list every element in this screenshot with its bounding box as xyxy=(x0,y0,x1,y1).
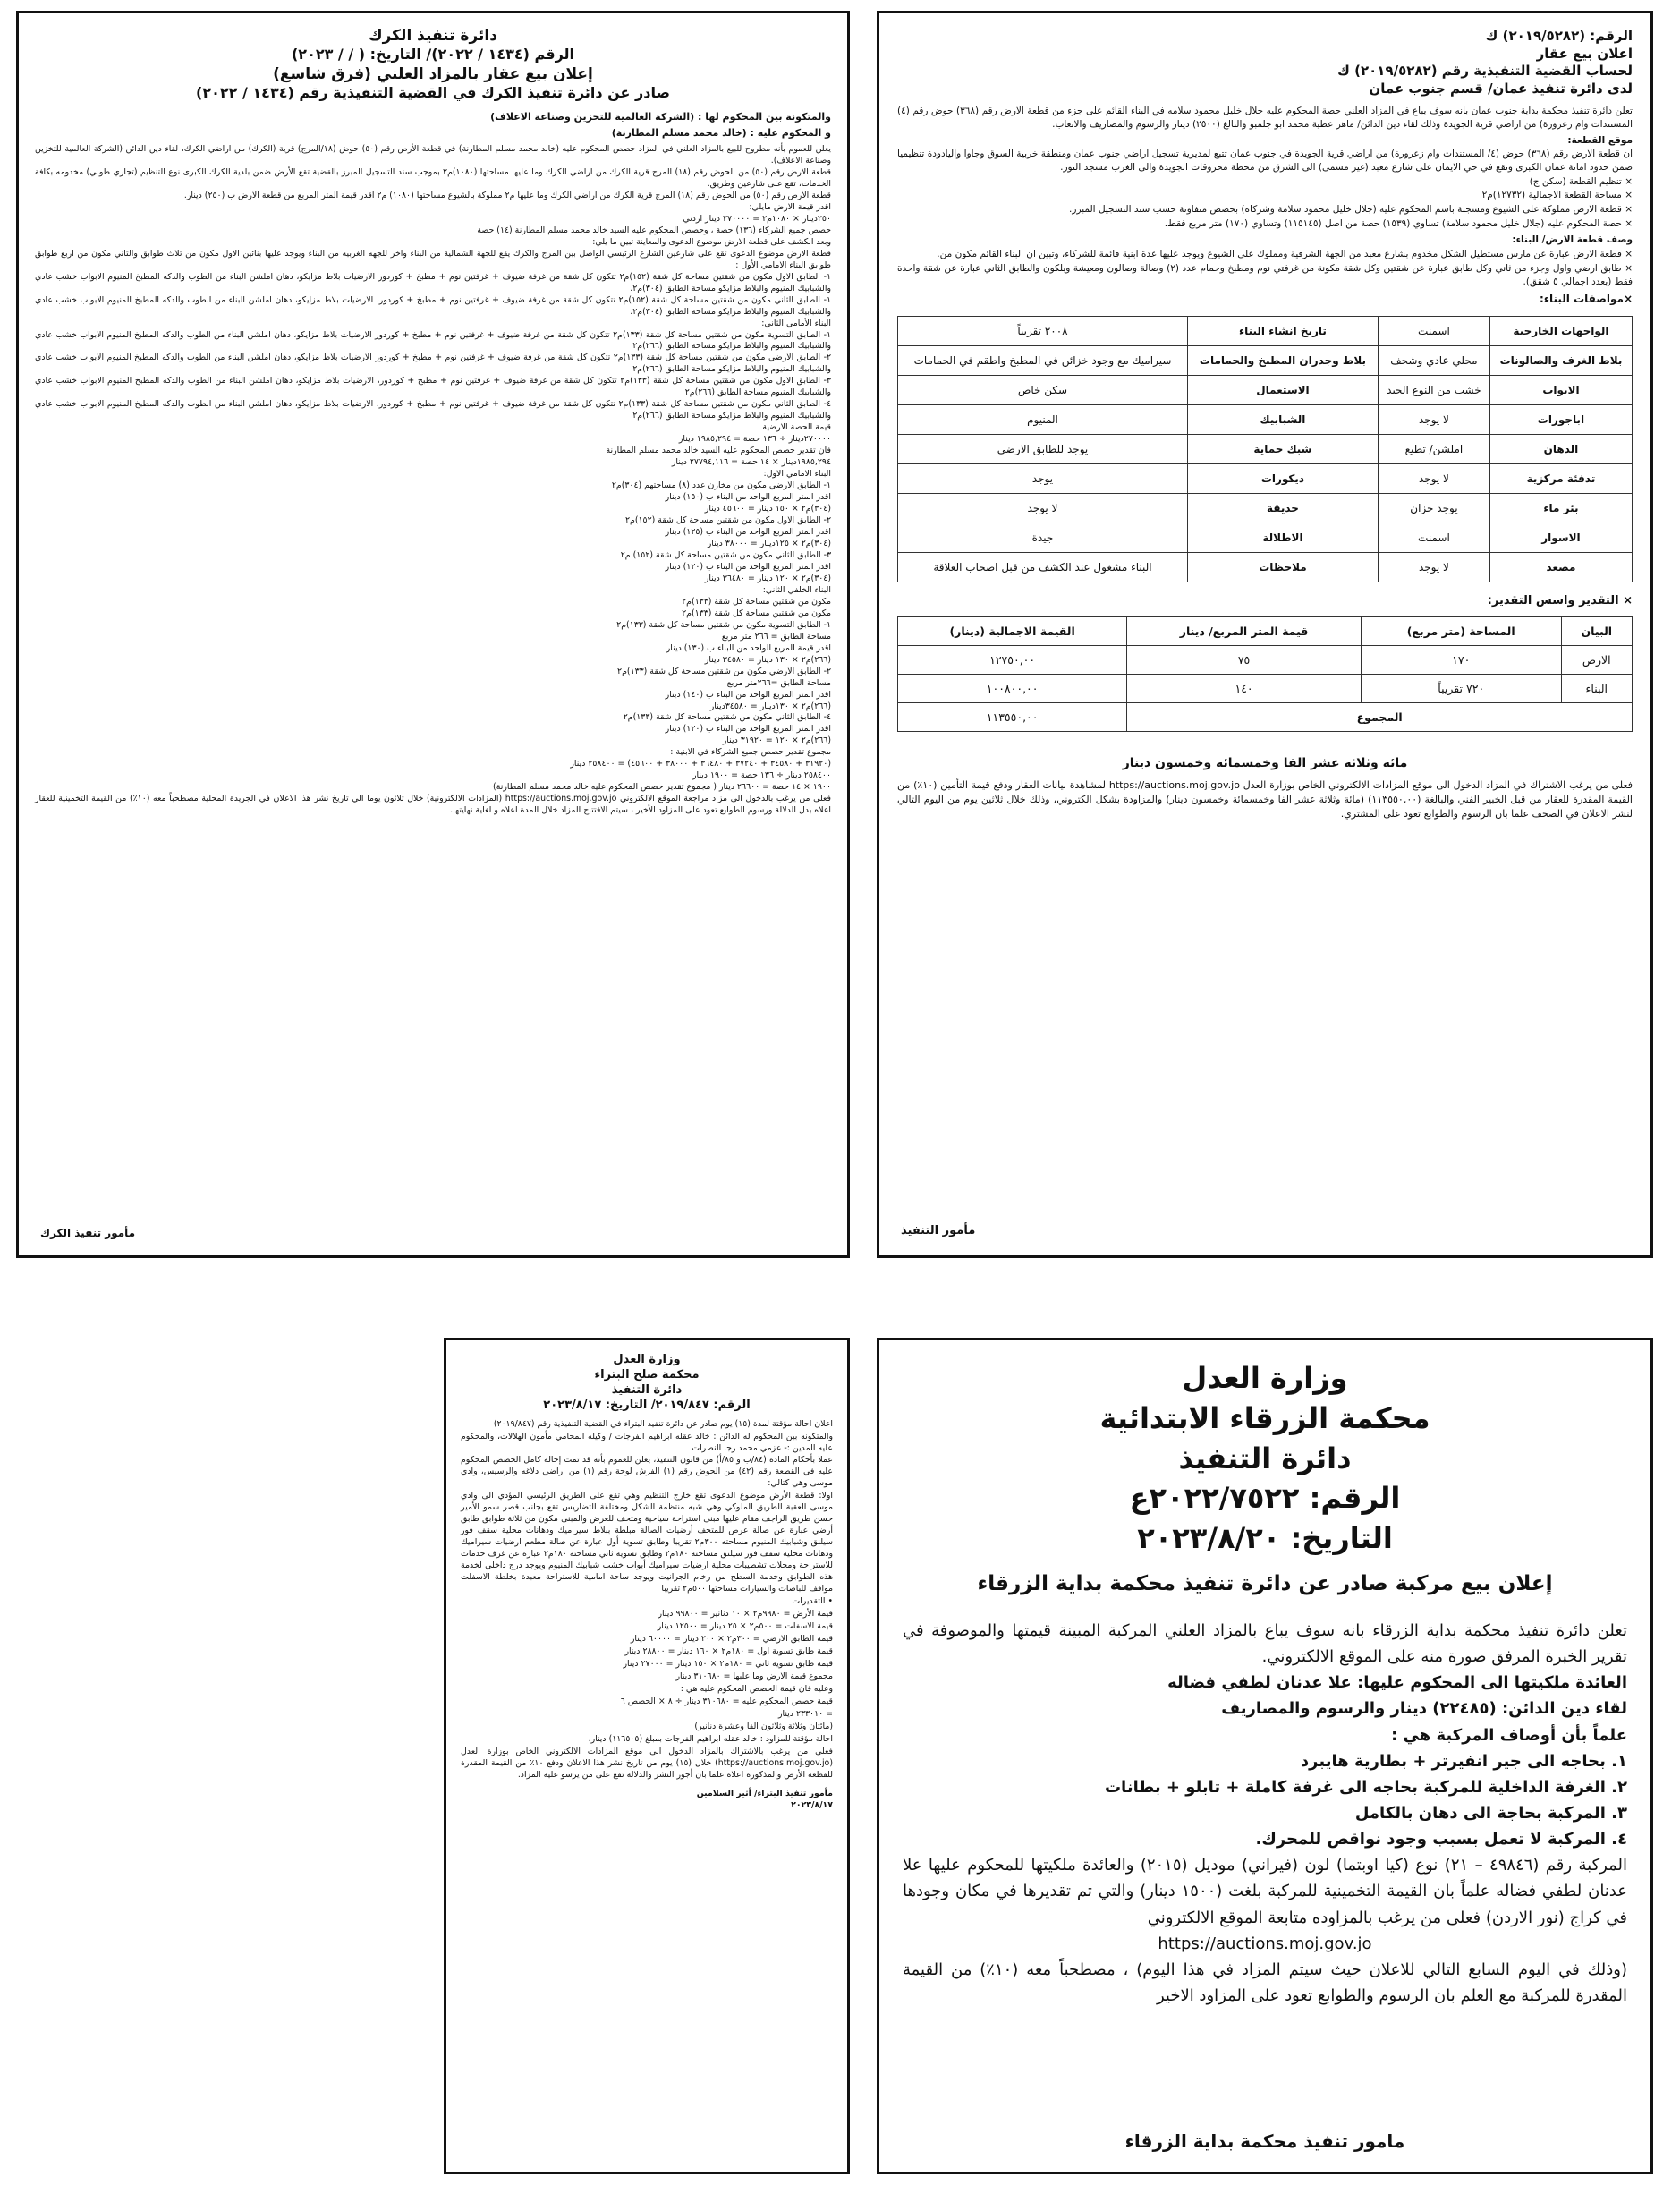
body-line: ٢- الطابق الارضي مكون من شقتين مساحة كل شقة (١٣٣)م٢ xyxy=(617,666,831,676)
body-line: مساحة الطابق =٢٦٦متر مربع xyxy=(726,677,831,688)
spec-label: الشبابيك xyxy=(1187,404,1378,434)
spec-value: لا يوجد xyxy=(1378,463,1489,493)
notice-karak-property-sale xyxy=(16,11,850,1258)
spec-row xyxy=(898,434,1633,463)
spec-label: الاطلالة xyxy=(1187,523,1378,552)
spec-label: شبك حماية xyxy=(1187,434,1378,463)
dept-name: دائرة التنفيذ xyxy=(611,1382,683,1397)
spec-row xyxy=(898,523,1633,552)
spec-value: ٢٠٠٨ تقريباً xyxy=(898,316,1188,345)
valuation-cell: ١٢٧٥٠,٠٠ xyxy=(898,646,1127,675)
body-line: ١٩٠٠ × ١٤ حصة = ٢٦٦٠٠ دينار ( مجموع تقدير حصص المحكوم عليه خالد محمد مسلم المطارنة) xyxy=(493,782,831,793)
valuation-total-label: المجموع xyxy=(1127,703,1633,732)
spec-value: البناء مشغول عند الكشف من قبل اصحاب العلاقة xyxy=(898,552,1188,582)
spec-value: املشن/ تطيع xyxy=(1378,434,1489,463)
spec-label: ملاحظات xyxy=(1187,552,1378,582)
valuation-header-cell: البيان xyxy=(1561,617,1632,646)
body-line: حصص جميع الشركاء (١٣٦) حصة ، وحصص المحكوم عليه السيد خالد محمد مسلم المطارنة (١٤) حصة xyxy=(477,225,831,235)
court-name: محكمة الزرقاء الابتدائية xyxy=(1099,1400,1430,1435)
spec-label: الواجهات الخارجية xyxy=(1489,316,1632,345)
vehicle-defects-list xyxy=(903,1748,1627,1853)
valuation-cell: ١٧٠ xyxy=(1361,646,1561,675)
case-number: الرقم: ٢٠٢٢/٧٥٢٢ع xyxy=(1129,1481,1401,1516)
notice-title: إعلان بيع مركبة صادر عن دائرة تنفيذ محكمة بداية الزرقاء xyxy=(977,1571,1553,1595)
body-line: قطعة الارض رقم (٥٠) من الحوض رقم (١٨) المرج قرية الكرك من اراضي الكرك وما عليها مساحتها (١٠٨٠)م٢ بموجب سند التسجيل المبرز بالقضية تقع الأرض ضمن بلدية الكرك الكبرى نوع التنظيم (تجاري طولي) مخدومه بكافة الخدمات، تقع على شارعين وطريق. xyxy=(35,166,831,189)
ministry-name: وزارة العدل xyxy=(1182,1361,1348,1395)
body-line: (٣٠٤)م٢ × ١٢٠ دينار = ٣٦٤٨٠ دينار xyxy=(704,573,831,583)
body-line: قيمة حصص المحكوم عليه = ٣١٠٦٨٠ دينار ÷ ٨ × الحصص ٦ xyxy=(620,1696,833,1706)
valuation-cell: الارض xyxy=(1561,646,1632,675)
body-line: اقدر المتر المربع الواحد من البناء ب (١٢٠) دينار xyxy=(665,561,831,572)
notice-zarqa-vehicle-sale xyxy=(877,1338,1653,2174)
parties-debtor: و المحكوم عليه : (خالد محمد مسلم المطارنة) xyxy=(611,127,831,140)
case-ref: الرقم: ٢٠١٩/٨٤٧/ التاريخ: ٢٠٢٣/٨/١٧ xyxy=(543,1398,751,1412)
amount-in-words: مائة وثلاثة عشر الفا وخمسمائة وخمسون دينار xyxy=(1122,756,1408,771)
body-line: قيمة الاسفلت = ٥٠٠م٢ × ٢٥ دينار = ١٢٥٠٠ دينار xyxy=(657,1621,833,1632)
body-line: ١٩٨٥,٢٩٤دينار × ١٤ حصة = ٢٧٧٩٤,١١٦ دينار xyxy=(671,457,831,468)
signature: مأمور التنفيذ xyxy=(901,1224,976,1237)
body-line: فعلى من يرغب بالدخول الى مزاد مراجعة الموقع الالكتروني https://auctions.moj.gov.jo (المزادات الالكترونية) خلال ثلاثون يوما الي تاريخ نشر هذا الاعلان في الجريدة المحلية مصطحباً معه (١٠٪) من القيمة التخمينية للعقار اعلاه بدل الدلالة ورسوم الطوابع تعود على المزاود الأخير ، سيتم الافتتاح المزاد خلال المدة اعلاه و لغاية نهايتها. xyxy=(35,794,832,816)
valuation-row xyxy=(898,646,1633,675)
signature: مأمور تنفيذ الكرك xyxy=(40,1227,136,1239)
valuation-row xyxy=(898,703,1633,732)
spec-label: الاسوار xyxy=(1489,523,1632,552)
body-line: اولا: قطعة الأرض موضوع الدعوى تقع خارج التنظيم وهي تقع على الطريق الرئيسي المؤدي الى وادي موسى العقبة الطريق الملوكي وهي شبه منتظمة الشكل ومختلفة التضاريس تقع بجانب قصر سمو الأمير حسن طريق الراجف مقام عليها مبنى استراحة سياحية ومتحف للعرض والمبنى مكون من ثلاثة طوابق طابق أرضي عبارة عن صالة عرض للمتحف أرضيات الصالة مبلطة ببلاط سيراميك ودهانات محلية سقف فور سيلنق وشبابيك المنيوم مساحته ٣٠٠م٢ تقريبا وطابق تسوية أول عبارة عن صالة مطعم ارضيات سيراميك ودهانات محلية سقف فور سيلنق مساحته ١٨٠م٢ وطابق تسوية ثاني مساحته ١٨٠م٢ عبارة عن غرف خدمات للاستراحة ومحلات تشطيبات محلية ارضيات سيراميك أبواب خشب شبابيك المنيوم ويوجد درج داخلي لخدمة هذه الطوابق وخدمة السطح من رخام الجرانيت ويوجد ساحة امامية للاستراحة معبدة بخلطة الاسفلت مواقف للباصات والسيارات مساحتها ٥٠٠م٢ تقريبا xyxy=(461,1491,833,1594)
body-line: فعلى من يرغب بالاشتراك بالمزاد الدخول الى موقع المزادات الالكتروني الخاص بوزارة العدل (https://auctions.moj.gov.jo) خلال (١٥) يوم من تاريخ نشر هذا الاعلان ودفع ١٠٪ من القيمة المقدرة للقطعة الأرض والمذكورة اعلاه علما بان أجور النشر والدلالة تقع على من يرسو عليه المزاد. xyxy=(461,1746,833,1780)
spec-value: محلي عادي وشحف xyxy=(1378,345,1489,375)
body-line: احالة مؤقتة للمزاود : خالد عقله ابراهيم الفرجات بمبلغ (١١٦٥٠٥) دينار. xyxy=(588,1733,833,1744)
spec-label: حديقة xyxy=(1187,493,1378,523)
spec-label: بئر ماء xyxy=(1489,493,1632,523)
valuation-row xyxy=(898,675,1633,703)
spec-value: لا يوجد xyxy=(1378,404,1489,434)
spec-value: يوجد خزان xyxy=(1378,493,1489,523)
body-line: مكون من شقتين مساحة كل شقة (١٣٣)م٢ xyxy=(682,608,831,618)
list-item: ٣. المركبة بحاجة الى دهان بالكامل xyxy=(1354,1803,1627,1823)
valuation-heading: × التقدير واسس التقدير: xyxy=(1487,593,1633,608)
body-line: ١- الطابق الثاني مكون من شقتين مساحة كل شقة (١٥٢)م٢ تتكون كل شقة من غرفة ضيوف + غرفتين نوم + مطبخ + كوردور، الارضيات بلاط مزايكو، دهان املشن البناء من الطوب والدكه المطبخ المنيوم الابواب خشب عادي والشبابيك المنيوم والبلاط مزايكو مساحة الطابق (٣٠٤)م٢. xyxy=(35,294,831,317)
body-line: ١- الطابق الارضي مكون من مخازن عدد (٨) مساحتهم (٣٠٤)م٢ xyxy=(611,480,831,491)
spec-label: الاستعمال xyxy=(1187,375,1378,404)
valuation-table xyxy=(897,616,1633,732)
notice-dept: لدى دائرة تنفيذ عمان/ قسم جنوب عمان xyxy=(1369,80,1633,97)
spec-row xyxy=(898,463,1633,493)
signature-date: ٢٠٢٣/٨/١٧ xyxy=(791,1799,833,1810)
body-line: قيمة طابق تسوية اول = ١٨٠م٢ × ١٦٠ دينار = ٢٨٨٠٠ دينار xyxy=(624,1645,833,1656)
spec-value: خشب من النوع الجيد xyxy=(1378,375,1489,404)
body-line: قيمة الأرض = ٩٩٨٠م٢ × ١٠ دنانير = ٩٩٨٠٠ دينار xyxy=(658,1609,833,1620)
body-line: • التقديرات xyxy=(792,1596,833,1607)
body-line: مكون من شقتين مساحة كل شقة (١٣٣)م٢ xyxy=(682,596,831,607)
body-line: اقدر قيمة المربع الواحد من البناء ب (١٣٠) دينار xyxy=(666,642,831,653)
specs-heading: علماً بأن أوصاف المركبة هي : xyxy=(1391,1725,1627,1745)
body-line: عملا بأحكام المادة (٨٤/ب و ٨٥/أ) من قانون التنفيذ، يعلن للعموم بأنه قد تمت إحالة كامل الحصص المحكوم عليه في القطعة رقم (٤٢) من الحوض رقم (١) الفرش لوحة رقم (١) من اراضي دلاغه والرسيس، وادي موسى وهي كتالي: xyxy=(461,1455,833,1489)
spec-value: المنيوم xyxy=(898,404,1188,434)
spec-value: جيدة xyxy=(898,523,1188,552)
debt-line: لقاء دين الدائن: (٢٢٤٨٥) دينار والرسوم والمصاريف xyxy=(1221,1699,1627,1719)
notice-body xyxy=(35,144,831,817)
body-line: ٤- الطابق الثاني مكون من شقتين مساحة كل شقة (١٣٣)م٢ تتكون كل شقة من غرفة ضيوف + غرفتين نوم + مطبخ + كوردور، الارضيات بلاط مزايكو، دهان املشن البناء من الطوب والدكه المطبخ المنيوم الابواب خشب عادي والشبابيك المنيوم والبلاط مزايكو مساحة الطابق (٢٦٦)م٢ xyxy=(35,399,831,421)
valuation-cell: ١٠٠٨٠٠,٠٠ xyxy=(898,675,1127,703)
spec-row xyxy=(898,493,1633,523)
body-line: مجموع قيمة الارض وما عليها = ٣١٠٦٨٠ دينار xyxy=(675,1671,833,1681)
body-line: اقدر المتر المربع الواحد من البناء ب (١٥٠) دينار xyxy=(665,492,831,503)
auction-link[interactable]: https://auctions.moj.gov.jo xyxy=(1158,1934,1372,1953)
spec-value: لا يوجد xyxy=(898,493,1188,523)
description-list: × قطعة الارض عبارة عن مارس مستطيل الشكل مخدوم بشارع معبد من الجهة الشرقية ومملوك على الشيوع ويوجد عليها عدة ابنية قائمة للشركاء، وتبين ان البناء القائم مكون من. × طابق ارضي واول وجزء من ثاني وكل طابق عبارة عن شقتين وكل شقة مكونة من غرفتي نوم ومطبخ وحمام عدد (٢) وصالة وصالون ومعيشة وبلكون والطابق الثاني عبارة عن شقة واحدة فقط (بعدد اجمالي ٥ شقق). xyxy=(897,249,1633,287)
body-line: اقدر المتر المربع الواحد من البناء ب (١٢٥) دينار xyxy=(665,526,831,537)
valuation-header-row xyxy=(898,617,1633,646)
body-line: والمتكونه بين المحكوم له الدائن : خالد عقله ابراهيم الفرجات / وكيله المحامي مأمون الهلالات، والمحكوم عليه المدين :- عزمي محمد رجا النصرات xyxy=(461,1431,833,1453)
case-date: التاريخ: ٢٠٢٣/٨/٢٠ xyxy=(1137,1521,1393,1556)
spec-value: اسمنت xyxy=(1378,316,1489,345)
intro-paragraph: تعلن دائرة تنفيذ محكمة بداية الزرقاء بانه سوف يباع بالمزاد العلني المركبة المبينة قيمتها والموصوفة في تقرير الخبرة المرفق صورة منه على الموقع الالكتروني. xyxy=(903,1620,1627,1667)
spec-label: مصعد xyxy=(1489,552,1632,582)
body-line: ١- الطابق التسوية مكون من شقتين مساحة كل شقة (١٣٣)م٢ xyxy=(616,619,831,630)
valuation-header-cell: المساحة (متر مربع) xyxy=(1361,617,1561,646)
notice-subtitle: إعلان بيع عقار بالمزاد العلني (فرق شاسع) xyxy=(273,64,593,83)
body-line: (٣٠٤)م٢ × ١٥٠ دينار = ٤٥٦٠٠ دينار xyxy=(704,504,831,514)
location-heading: موقع القطعة: xyxy=(1567,134,1633,146)
notice-amman-property-sale xyxy=(877,11,1653,1258)
body-line: (مائتان وثلاثة وثلاثون الفا وعشرة دنانير) xyxy=(694,1721,833,1731)
spec-value: يوجد xyxy=(898,463,1188,493)
spec-value: سيراميك مع وجود خزائن في المطبخ واطقم في الحمامات xyxy=(898,345,1188,375)
valuation-total-value: ١١٣٥٥٠,٠٠ xyxy=(898,703,1127,732)
body-line: (٢٦٦)م٢ × ١٣٠دينار = ٣٤٥٨٠دينار xyxy=(709,701,831,711)
notice-title: دائرة تنفيذ الكرك xyxy=(369,27,497,45)
body-line: اعلان احالة مؤقتة لمدة (١٥) يوم صادر عن دائرة تنفيذ البتراء في القضية التنفيذية رقم (٢٠١٩/٨٤٧) xyxy=(493,1418,833,1429)
spec-value: اسمنت xyxy=(1378,523,1489,552)
body-line: (٢٦٦)م٢ × ١٣٠ دينار = ٣٤٥٨٠ دينار xyxy=(704,654,831,665)
body-line: (٣٠٤)م٢ × ١٢٥دينار = ٣٨٠٠٠ دينار xyxy=(707,538,831,548)
spec-value: سكن خاص xyxy=(898,375,1188,404)
body-line: ١- الطابق التسوية مكون من شقتين مساحة كل شقة (١٣٣)م٢ تتكون كل شقة من غرفة ضيوف + غرفتين نوم + مطبخ + كوردور الارضيات بلاط مزايكو، دهان املشن البناء من الطوب والدكه المطبخ المنيوم الابواب خشب عادي والشبابيك المنيوم والبلاط مزايكو مساحة الطابق (٢٦٦)م٢ xyxy=(35,329,832,352)
spec-label: اباجورات xyxy=(1489,404,1632,434)
body-line: قطعة الارض موضوع الدعوى تقع على شارعين الشارع الرئيسي الواصل بين المرج والكرك يقع للجهة الشمالية من البناء واخر للجهه الغربيه من البناء ويوجد عليها بنائين الاول مكون من ثلاث طوابق والثاني مكون من اربع طوابق طوابق البناء الامامي الأول : xyxy=(35,248,831,270)
valuation-cell: البناء xyxy=(1561,675,1632,703)
spec-row xyxy=(898,552,1633,582)
vehicle-paragraph: المركبة رقم (٤٩٨٤٦ – ٢١) نوع (كيا اوبتما) لون (فيراني) موديل (٢٠١٥) والعائدة ملكيتها للمحكوم عليها علا عدنان لطفي فضاله علماً بان القيمة التخمينية للمركبة بلغت (١٥٠٠ دينار) والتي تم تقديرها في مكان وجودها في كراج (نور الاردن) فعلى من يرغب بالمزاوده متابعة الموقع الالكتروني xyxy=(903,1856,1628,1927)
signature: مامور تنفيذ محكمة بداية الزرقاء xyxy=(1124,2130,1405,2152)
spec-row xyxy=(898,345,1633,375)
body-line: ١- الطابق الاول مكون من شقتين مساحة كل شقة (١٥٢)م٢ تتكون كل شقة من غرفة ضيوف + غرفتين نوم + مطبخ + كوردور الارضيات بلاط مزايكو، دهان املشن البناء من الطوب والدكه المطبخ المنيوم الابواب خشب عادي والشبابيك المنيوم والبلاط مزايكو مساحة الطابق (٣٠٤)م٢. xyxy=(35,271,831,293)
body-line: البناء الأمامي الثاني: xyxy=(761,318,831,328)
body-line: ٣- الطابق الاول مكون من شقتين مساحة كل شقة (١٣٣)م٢ تتكون كل شقة من غرفة ضيوف + غرفتين نوم + مطبخ + كوردور، الارضيات بلاط مزايكو، دهان املشن البناء من الطوب والدكه المطبخ المنيوم الابواب خشب عادي والشبابيك المنيوم مساحة الطابق (٢٦٦)م٢ xyxy=(35,376,831,398)
notice-petra-property-referral xyxy=(444,1338,850,2174)
spec-row xyxy=(898,316,1633,345)
body-line: ٢- الطابق الاول مكون من شقتين مساحة كل شقة (١٥٢)م٢ xyxy=(625,515,831,525)
body-line: اقدر قيمة الارض مايلي: xyxy=(749,201,831,212)
spec-label: تدفئة مركزية xyxy=(1489,463,1632,493)
body-line: ٢٥٠دينار × ١٠٨٠م٢ = ٢٧٠٠٠٠ دينار اردني xyxy=(683,213,831,224)
location-paragraph: ان قطعة الارض رقم (٣٦٨) حوض (٤/ المستندات وام زعرورة) من اراضي قرية الجويدة في جنوب عمان تتبع لمديرية تسجيل اراضي جنوب عمان ومنطقة خربية السوق وجاوا واليادودة تنظيميا ضمن حدود امانة عمان الكبرى وتقع في حي الايمان على شارع معبد (غير مسمى) الى الشرق من محطة محروقات الجويدة والى الغرب مسجد النور. xyxy=(897,148,1633,173)
body-line: البناء الامامي الاول: xyxy=(763,469,831,480)
valuation-cell: ١٤٠ xyxy=(1127,675,1362,703)
closing-paragraph: (وذلك في اليوم السابع التالي للاعلان حيث سيتم المزاد في هذا اليوم) ، مصطحباً معه (١٠٪) من القيمة المقدرة للمركبة مع العلم بان الرسوم والطوابع تعود على المزاود الاخير xyxy=(903,1960,1627,2006)
list-item: ٤. المركبة لا تعمل بسبب وجود نواقص للمحرك. xyxy=(1255,1830,1627,1849)
body-line: وعليه فان قيمة الحصص المحكوم عليه هي : xyxy=(680,1683,833,1694)
list-item: ٢. الغرفة الداخلية للمركبة بحاجه الى غرفة كاملة + تابلو + بطانات xyxy=(1104,1777,1627,1797)
body-line: وبعد الكشف على قطعة الارض موضوع الدعوى والمعاينة تبين ما يلي: xyxy=(592,236,831,247)
ministry-name: وزارة العدل xyxy=(613,1353,681,1366)
signature: مأمور تنفيذ البتراء/ أثير السلامين xyxy=(696,1788,833,1798)
body-line: ٢- الطابق الارضي مكون من شقتين مساحة كل شقة (١٣٣)م٢ تتكون كل شقة من غرفة ضيوف + غرفتين نوم + مطبخ + كوردور الارضيات بلاط مزايكو، دهان املشن البناء من الطوب والدكه المطبخ المنيوم الابواب خشب عادي والشبابيك المنيوم والبلاط مزايكو مساحة الطابق (٢٦٦)م٢ xyxy=(35,353,831,375)
spec-label: بلاط وجدران المطبخ والحمامات xyxy=(1187,345,1378,375)
body-line: ٢٥٨٤٠٠ دينار ÷ ١٣٦ حصة = ١٩٠٠ دينار xyxy=(692,770,831,781)
body-line: = ٢٣٣٠١٠ دينار xyxy=(777,1708,833,1719)
intro-paragraph: تعلن دائرة تنفيذ محكمة بداية جنوب عمان بانه سوف يباع في المزاد العلني حصة المحكوم عليه جلال خليل محمود سلامه في البناء القائم على جزء من قطعة الارض رقم (٣٦٨) حوض رقم (٤) المستندات وام زعرورة) من اراضي قرية الجويدة وذلك لقاء دين الدائن/ ماهر عطية محمد ابو جلمبو والبالغ (٢٥٠٠) دينار والرسوم والمصاريف والاتعاب. xyxy=(897,106,1633,130)
list-item: ١. بحاجه الى جير انفيرتر + بطارية هايبرد xyxy=(1300,1751,1627,1771)
court-name: محكمة صلح البتراء xyxy=(594,1367,700,1382)
body-line: قيمة طابق تسوية ثاني = ١٨٠م٢ × ١٥٠ دينار = ٢٧٠٠٠ دينار xyxy=(623,1658,833,1669)
notice-body xyxy=(461,1419,833,1781)
body-line: (٢٦٦)م٢ × ١٢٠ = ٣١٩٢٠ دينار xyxy=(722,735,831,746)
spec-label: ديكورات xyxy=(1187,463,1378,493)
spec-label: تاريخ انشاء البناء xyxy=(1187,316,1378,345)
valuation-cell: ٧٥ xyxy=(1127,646,1362,675)
owner-line: العائدة ملكيتها الى المحكوم عليها: علا عدنان لطفي فضاله xyxy=(1167,1673,1627,1693)
body-line: ٤- الطابق الثاني مكون من شقتين مساحة كل شقة (١٣٣)م٢ xyxy=(623,712,831,723)
body-line: قيمة الحصة الارضية xyxy=(762,422,831,433)
notice-title: اعلان بيع عقار xyxy=(1536,45,1633,62)
valuation-cell: ٧٢٠ تقريباً xyxy=(1361,675,1561,703)
body-line: ٢٧٠٠٠٠دينار ÷ ١٣٦ حصة = ١٩٨٥,٢٩٤ دينار xyxy=(678,434,831,445)
body-line: اقدر المتر المربع الواحد من البناء ب (١٤٠) دينار xyxy=(665,689,831,700)
notice-subtitle: لحساب القضية التنفيذية رقم (٢٠١٩/٥٢٨٢) ك xyxy=(1337,63,1633,79)
spec-value: يوجد للطابق الارضي xyxy=(898,434,1188,463)
body-line: قطعة الارض رقم (٥٠) من الحوض رقم (١٨) المرج قرية الكرك من اراضي الكرك وما عليها م٢ مملوكة بالشيوع مساحتها (١٠٨٠) م٢ اقدر قيمة المتر المربع من قطعة الارض ب (٢٥٠) دينار. xyxy=(183,190,831,200)
closing-paragraph: فعلى من يرغب الاشتراك في المزاد الدخول الى موقع المزادات الالكتروني الخاص بوزارة العدل https://auctions.moj.gov.jo لمشاهدة بيانات العقار ودفع قيمة التأمين (١٠٪) من القيمة المقدرة للعقار من قبل الخبير الفني والبالغة (١١٣٥٥٠,٠٠) (مائة وثلاثة عشر الفا وخمسمائة وخمسون دينار) والمزاودة بشكل الكتروني، وذلك خلال ثلاثين يوم من اليوم التالي لنشر الاعلان في الصحف علما بان الرسوم والطوابع تعود على المشتري. xyxy=(897,779,1633,820)
body-line: (٣١٩٢٠ + ٣٤٥٨٠ + ٣٧٢٤٠ + ٣٦٤٨٠ + ٣٨٠٠٠ + ٤٥٦٠٠) = ٢٥٨٤٠٠ دينار xyxy=(570,759,831,769)
dept-name: دائرة التنفيذ xyxy=(1178,1441,1352,1475)
parties-creditor: والمتكونة بين المحكوم لها : (الشركة العالمية للتخزين وصناعة الاعلاف) xyxy=(490,110,831,123)
case-ref: الرقم: (٢٠١٩/٥٢٨٢) ك xyxy=(1485,28,1633,44)
spec-label: الابواب xyxy=(1489,375,1632,404)
body-line: البناء الخلفي الثاني: xyxy=(762,584,831,595)
spec-value: لا يوجد xyxy=(1378,552,1489,582)
body-line: مجموع تقدير حصص جميع الشركاء في الابنية : xyxy=(670,747,831,758)
notice-dept: صادر عن دائرة تنفيذ الكرك في القضية التنفيذية رقم (١٤٣٤ / ٢٠٢٢) xyxy=(196,83,670,101)
body-line: اقدر المتر المربع الواحد من البناء ب (١٢٠) دينار xyxy=(665,724,831,735)
plot-details: × تنظيم القطعة (سكن ج) × مساحة القطعة الاجمالية (١٢٧٣٢)م٢ × قطعة الارض مملوكة على الشيوع ومسجلة باسم المحكوم عليه (جلال خليل محمود سلامة وشركاه) بحصص متفاوتة حسب سند التسجيل المبرز. × حصة المحكوم عليه (جلال خليل محمود سلامة) تساوي (١٥٣٩) حصة من اصل (١١٥١٤٥) وتساوي (١٧٠) متر مربع فقط. xyxy=(1069,175,1633,230)
valuation-header-cell: القيمة الاجمالية (دينار) xyxy=(898,617,1127,646)
valuation-header-cell: قيمة المتر المربع/ دينار xyxy=(1127,617,1362,646)
body-line: يعلن للعموم بأنه مطروح للبيع بالمزاد العلني في المزاد حصص المحكوم عليه (خالد محمد مسلم المطارنة) في قطعة الأرض رقم (٥٠) حوض (١٨/المرج) قرية (الكرك) من اراضي الكرك، لقاء دين الدائن (الشركة العالمية للتخزين وصناعة الاعلاف). xyxy=(35,144,831,166)
spec-heading: ×مواصفات البناء: xyxy=(1540,292,1633,305)
spec-label: الدهان xyxy=(1489,434,1632,463)
spec-row xyxy=(898,375,1633,404)
body-line: قيمة الطابق الارضي = ٣٠٠م٢ × ٢٠٠ دينار = ٦٠٠٠٠ دينار xyxy=(630,1634,833,1644)
description-heading: وصف قطعة الارض/ البناء: xyxy=(1512,234,1633,246)
body-line: ٣- الطابق الثاني مكون من شقتين مساحة كل شقة (١٥٢) م٢ xyxy=(620,549,831,560)
spec-label: بلاط الغرف والصالونات xyxy=(1489,345,1632,375)
case-ref: الرقم (١٤٣٤ / ٢٠٢٢)/ التاريخ: ( / / ٢٠٢٣) xyxy=(291,46,575,64)
body-line: مساحة الطابق = ٢٦٦ متر مربع xyxy=(721,631,831,642)
building-spec-table xyxy=(897,316,1633,582)
body-line: فان تقدير حصص المحكوم عليه السيد خالد محمد مسلم المطارنة xyxy=(606,446,831,456)
spec-row xyxy=(898,404,1633,434)
